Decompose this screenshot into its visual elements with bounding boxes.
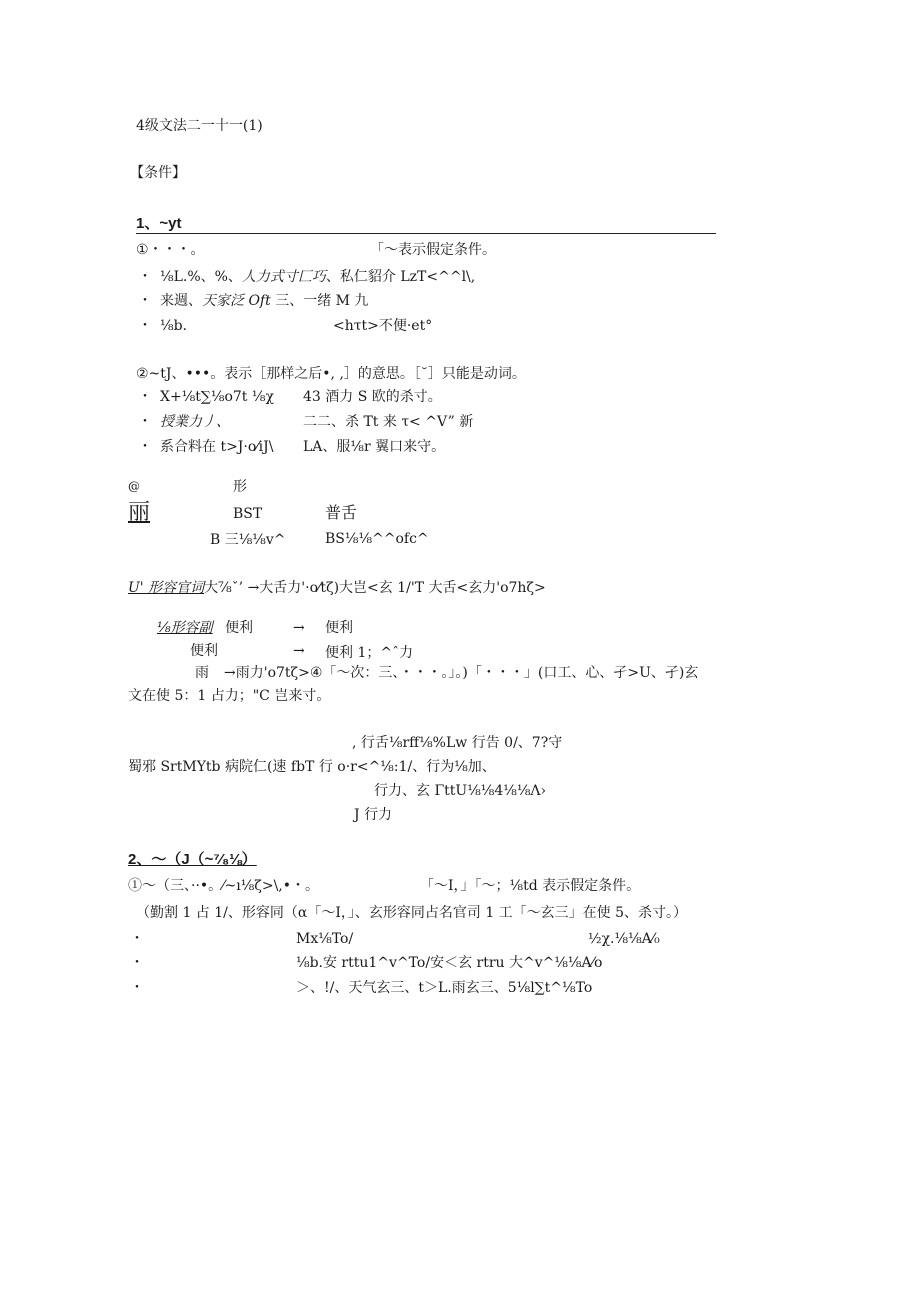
s2-line5: ＞、!/、天气玄三、t＞L.雨玄三、5⅛l∑t^⅛To (296, 980, 593, 996)
s1-line7-left: 授業力丿、 (160, 414, 230, 430)
s1-line18: 蜀邪 SrtMYtb 病院仁(速 fbT 行 o·r<^⅛:1/、行为⅛加、 (128, 759, 496, 775)
s1-line7-right: 二二、杀 Tt 来 τ< ^V” 新 (303, 414, 474, 430)
s2-line1-right: 「～I，」「～；⅛td 表示假定条件。 (420, 878, 641, 894)
s1-line6-right: 43 酒力 S 欧的杀寸。 (303, 389, 442, 405)
s1-line11-left: B 三⅛⅛v^ (210, 532, 286, 548)
s2-line4: ⅛b.安 rttu1^v^To/安＜玄 rtru 大^v^⅛⅛A⁄o (296, 955, 603, 971)
s2-line2: （勤割 1 占 1/、形容同（α「～I，」、玄形容同占名官司 1 工「～玄三」在使 5、杀寸。） (136, 905, 688, 921)
s1-line13-d: 便利 (325, 620, 353, 636)
s1-line5: ②~tJ、•••。表示［那样之后•, ,］的意思。［˘］只能是动词。 (136, 366, 526, 382)
s1-line8-left: 系合料在 t>J·o⁄iJ\ (160, 439, 274, 455)
bullet: ・ (130, 980, 144, 996)
bullet: ・ (138, 318, 152, 334)
s1-line8-right: LA、服⅛r 翼口来守。 (303, 439, 446, 455)
s1-line6-left: X+⅛t∑⅛o7t ⅛χ (160, 389, 274, 405)
s2-line3-right: ½χ.⅛⅛A⁄₀ (588, 931, 660, 947)
s1-line15-a: 雨 (195, 665, 209, 681)
bullet: ・ (138, 439, 152, 455)
bullet: ・ (130, 955, 144, 971)
bullet: ・ (138, 293, 152, 309)
s1-line2: ⅛L.%、%、人力式寸匚巧、私仁貂介 LzT<^^l\, (160, 269, 476, 285)
s1-line11-right: BS⅛⅛^^ofc^ (325, 531, 429, 547)
s1-heading: 1、~yt (136, 215, 182, 232)
s1-line10-right: 普舌 (325, 503, 358, 522)
s1-line14-a: 便利 (190, 643, 218, 659)
s2-line1-left: ①～（三、··•。⁄~ı⅛ζ>\,•・。 (128, 878, 320, 894)
s1-line9-right: 形 (233, 479, 247, 495)
s1-line15-b: →雨力'o7tζ>④「～次：三、・・・。」。)「・・・」(口工、心、孑>U、孑)玄 (224, 665, 699, 681)
section-heading: 【条件】 (130, 165, 186, 181)
s1-line19: 行力、玄 ΓttU⅛⅛4⅛⅛Λ› (374, 783, 547, 799)
s1-line17: , 行舌⅛rff⅛%Lw 行告 0/、7?守 (352, 735, 563, 751)
s1-line20: J 行力 (354, 807, 393, 823)
doc-title: 4级文法二一十一(1) (136, 118, 263, 134)
bullet: ・ (138, 389, 152, 405)
s1-line9-left: @ (128, 479, 140, 493)
s2-heading: 2、～（J（~⁷⁄₈⅛） (128, 851, 257, 868)
s1-line4-left: ⅛b. (160, 318, 187, 334)
s1-line1-left: ①・・・。 (136, 242, 205, 258)
s1-line16: 文在使 5：1 占力；"C 岂来寸。 (128, 688, 331, 704)
s1-line4-right: <hτt>不便·et° (333, 318, 433, 334)
bullet: ・ (138, 269, 152, 285)
s1-line1-right: 「～表示假定条件。 (370, 242, 496, 258)
s1-line14-c: 便利 1；^ˆ力 (325, 645, 414, 661)
arrow: → (293, 643, 305, 659)
s1-line10-mid: BST (233, 506, 263, 522)
s2-line3-left: Mx⅛To/ (296, 931, 354, 947)
s1-line3: 来週、天家泛 Oft 三、一绪 M 九 (160, 293, 369, 309)
bullet: ・ (138, 414, 152, 430)
s1-line13-a: ⅛形容副 (157, 620, 213, 636)
s1-line12: U' 形容官词大⅞ˇ’ →大舌力'·o⁄tζ)大岂<玄 1/'T 大舌<玄力'o7hζ> (128, 580, 546, 596)
s1-line13-b: 便利 (225, 620, 253, 636)
bullet: ・ (130, 931, 144, 947)
s1-line10-left: 丽 (128, 500, 151, 525)
arrow: → (293, 620, 305, 636)
s1-divider (136, 233, 716, 234)
